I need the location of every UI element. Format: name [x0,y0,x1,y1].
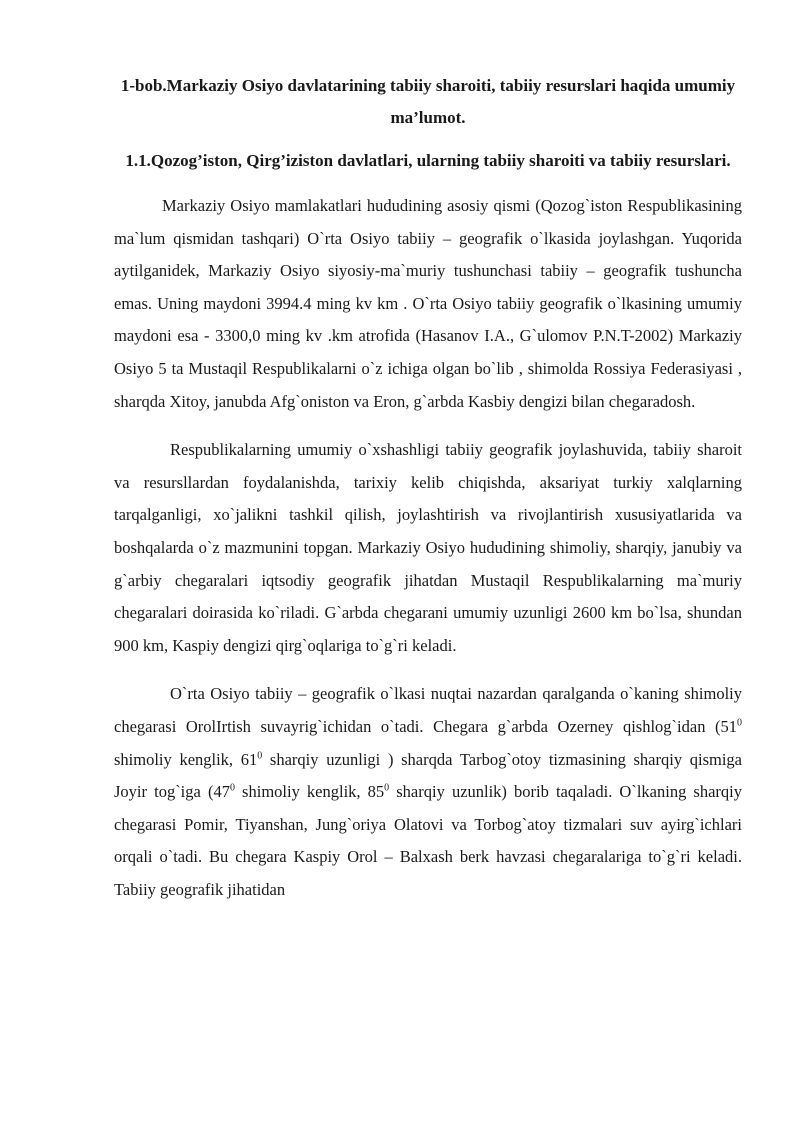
degree-superscript-1: 0 [737,717,742,729]
paragraph-3 [114,678,742,906]
chapter-title: 1-bob.Markaziy Osiyo davlatarining tabiiy sharoiti, tabiiy resurslari haqida umumiy ma’lumot. [120,76,736,127]
paragraph-3-text-1: O`rta Osiyo tabiiy – geografik o`lkasi nuqtai nazardan qaralganda o`kaning shimoliy chegarasi OrolIrtish suvayrig`ichidan o`tadi. Chegara g`arbda Ozerney qishlog`idan (51 [114,684,742,736]
degree-superscript-4: 0 [384,782,390,794]
paragraph-1: Markaziy Osiyo mamlakatlari hududining asosiy qismi (Qozog`iston Respublikasining ma`lum qismidan tashqari) O`rta Osiyo tabiiy – geografik o`lkasida joylashgan. Yuqorida aytilganidek, Markaziy Osiyo siyosiy-ma`muriy tushunchasi tabiiy – geografik tushuncha emas. Uning maydoni 3994.4 ming kv km . O`rta Osiyo tabiiy geografik o`lkasining umumiy maydoni esa - 3300,0 ming kv .km atrofida (Hasanov I.A., G`ulomov P.N.T-2002) Markaziy Osiyo 5 ta Mustaqil Respublikalarni o`z ichiga olgan bo`lib , shimolda Rossiya Federasiyasi , sharqda Xitoy, janubda Afg`oniston va Eron, g`arbda Kasbiy dengizi bilan chegaradosh. [114,196,742,411]
section-title: 1.1.Qozog’iston, Qirg’iziston davlatlari, ularning tabiiy sharoiti va tabiiy resurslari. [125,151,731,170]
paragraph-3-text-5: sharqiy uzunlik) borib taqaladi. O`lkaning sharqiy chegarasi Pomir, Tiyanshan, Jung`oriya Olatovi va Torbog`atoy tizmalari suv ayirg`ichlari orqali o`tadi. Bu chegara Kaspiy Orol – Balxash berk havzasi chegaralariga to`g`ri keladi. Tabiiy geografik jihatidan [114,782,743,899]
paragraph-3-text-2: shimoliy kenglik, 61 [114,749,258,769]
degree-superscript-2: 0 [257,750,263,761]
paragraph-2: Respublikalarning umumiy o`xshashligi tabiiy geografik joylashuvida, tabiiy sharoit va resursllardan foydalanishda, tarixiy kelib chiqishda, aksariyat turkiy xalqlarning tarqalganligi, xo`jalikni tashkil qilish, joylashtirish va rivojlantirish xususiyatlarida va boshqalarda o`z mazmunini topgan. Markaziy Osiyo hududining shimoliy, sharqiy, janubiy va g`arbiy chegaralari iqtsodiy geografik jihatdan Mustaqil Respublikalarning ma`muriy chegaralari doirasida ko`riladi. G`arbda chegarani umumiy uzunligi 2600 km bo`lsa, shundan 900 km, Kaspiy dengizi qirg`oqlariga to`g`ri keladi. [114,440,742,655]
paragraph-3-text-4: shimoliy kenglik, 85 [234,782,385,802]
document-page [114,70,742,906]
paragraph-3-text-3: sharqiy uzunligi ) sharqda Tarbog`otoy tizmasining sharqiy qismiga Joyir tog`iga (47 [114,749,743,802]
degree-superscript-3: 0 [229,782,235,794]
